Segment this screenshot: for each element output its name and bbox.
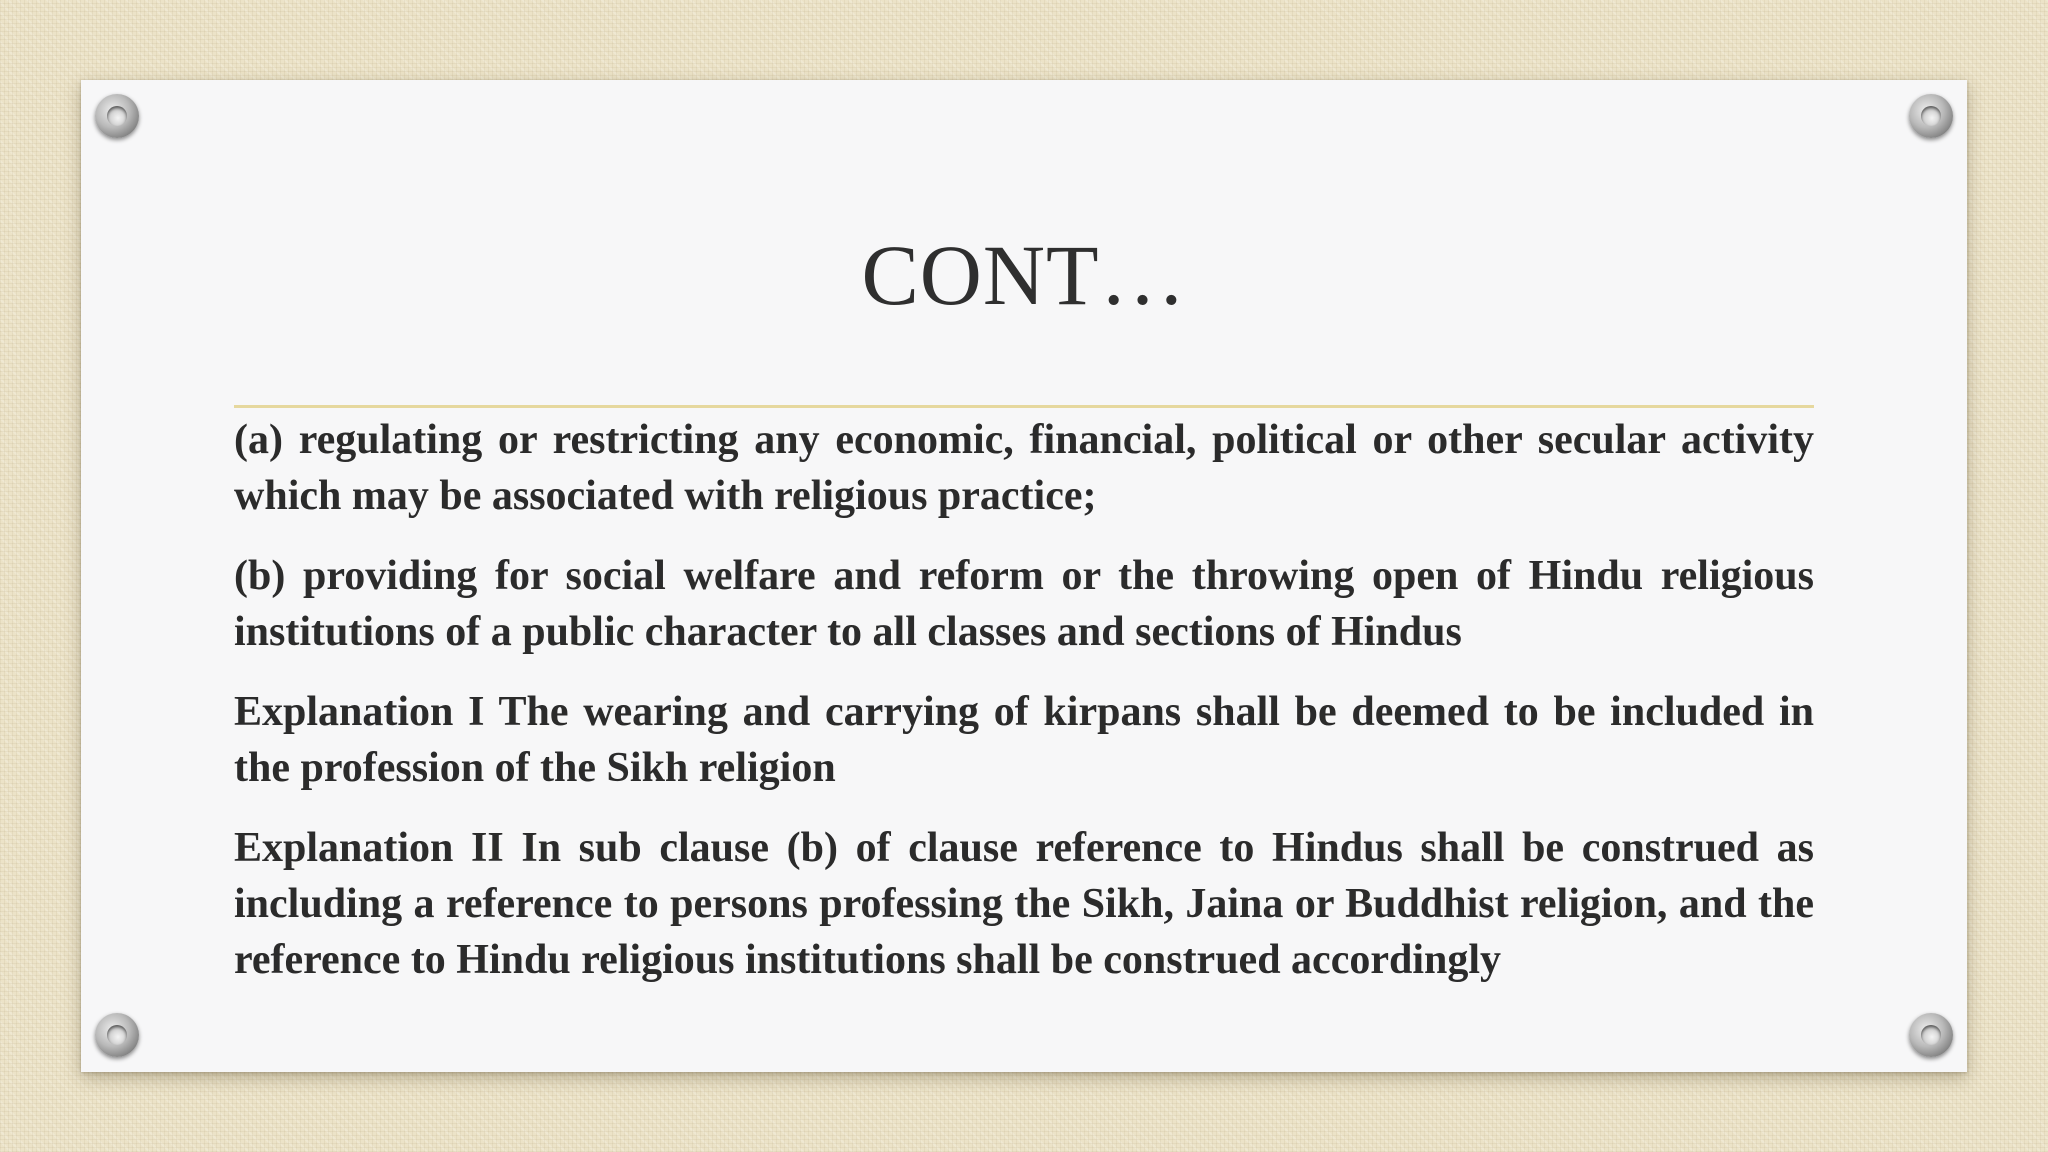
paragraph-clause-a: (a) regulating or restricting any economic, financial, political or other secular activity which may be associated with religious practice;	[234, 417, 1814, 519]
paragraph-clause-b: (b) providing for social welfare and reform or the throwing open of Hindu religious institutions of a public character to all classes and sections of Hindus	[234, 553, 1814, 655]
grommet-bottom-left-icon	[95, 1013, 139, 1057]
grommet-top-right-icon	[1909, 94, 1953, 138]
title-divider	[234, 405, 1814, 408]
paragraph-explanation-1: Explanation I The wearing and carrying of kirpans shall be deemed to be included in the profession of the Sikh religion	[234, 689, 1814, 791]
slide-title: CONT…	[861, 227, 1187, 323]
grommet-bottom-right-icon	[1909, 1013, 1953, 1057]
grommet-top-left-icon	[95, 94, 139, 138]
paragraph-explanation-2: Explanation II In sub clause (b) of clause reference to Hindus shall be construed as including a reference to persons professing the Sikh, Jaina or Buddhist religion, and the reference to Hindu religious institutions shall be construed accordingly	[234, 825, 1814, 983]
slide-body	[234, 412, 1814, 1012]
